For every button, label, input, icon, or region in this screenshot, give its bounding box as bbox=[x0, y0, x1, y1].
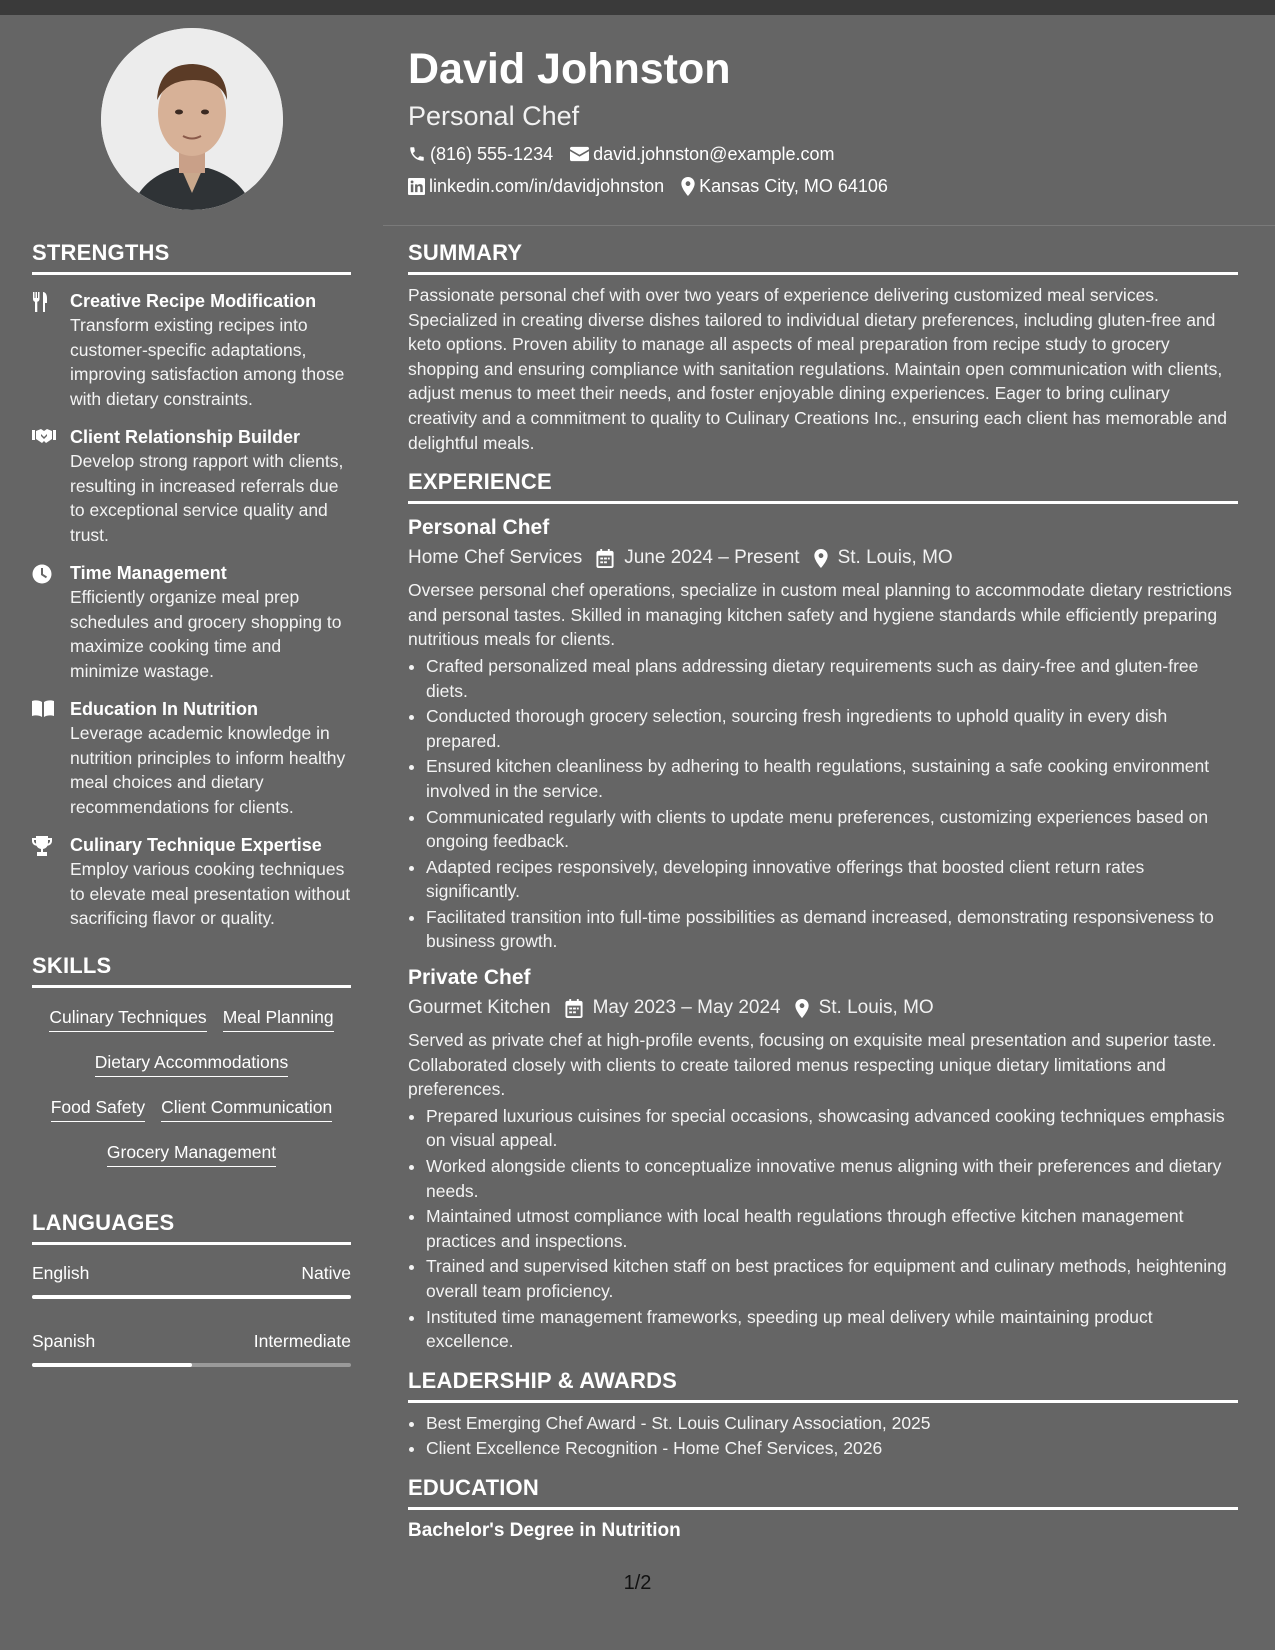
strength-title: Creative Recipe Modification bbox=[70, 291, 317, 311]
linkedin-text: linkedin.com/in/davidjohnston bbox=[429, 175, 665, 196]
job-company: Gourmet Kitchen bbox=[408, 997, 551, 1019]
strength-description: Leverage academic knowledge in nutrition principles to inform healthy meal choices and dietary recommendations for clients. bbox=[70, 723, 346, 817]
strength-description: Transform existing recipes into customer-specific adaptations, improving satisfaction among those with dietary constraints. bbox=[70, 315, 345, 409]
language-item bbox=[32, 1261, 351, 1299]
header-divider bbox=[383, 225, 1275, 226]
skill-tag: Culinary Techniques bbox=[49, 1007, 206, 1032]
job-meta bbox=[408, 544, 1238, 572]
strength-item bbox=[32, 697, 351, 819]
map-pin-icon bbox=[795, 999, 809, 1018]
job-bullet: • Facilitated transition into full-time possibilities as demand increased, demonstrating responsiveness to business growth. bbox=[426, 905, 1238, 954]
job-description: Served as private chef at high-profile events, focusing on exquisite meal presentation and superior taste. Collaborated closely with clients to create tailored menus respecting unique dietary limitations and preferences. bbox=[408, 1030, 1217, 1100]
strength-title: Culinary Technique Expertise bbox=[70, 835, 322, 855]
strength-description: Develop strong rapport with clients, resulting in increased referrals due to exceptional service quality and trust. bbox=[70, 451, 344, 545]
job-dates: May 2023 – May 2024 bbox=[592, 997, 781, 1019]
job-company: Home Chef Services bbox=[408, 547, 583, 569]
skills-heading: SKILLS bbox=[32, 953, 351, 988]
languages-heading: LANGUAGES bbox=[32, 1210, 351, 1245]
job-location: St. Louis, MO bbox=[837, 547, 953, 569]
candidate-name: David Johnston bbox=[408, 45, 731, 93]
phone-icon bbox=[408, 145, 426, 163]
job-meta bbox=[408, 994, 1238, 1022]
strength-item bbox=[32, 425, 351, 547]
strength-title: Client Relationship Builder bbox=[70, 427, 301, 447]
strength-title: Time Management bbox=[70, 563, 227, 583]
candidate-title: Personal Chef bbox=[408, 101, 580, 131]
skill-tag: Meal Planning bbox=[223, 1007, 334, 1032]
job-entry bbox=[408, 964, 1238, 1354]
envelope-icon bbox=[570, 146, 589, 162]
language-proficiency-fill bbox=[32, 1363, 192, 1367]
map-pin-icon bbox=[814, 549, 828, 568]
job-bullet: • Adapted recipes responsively, developing innovative offerings that boosted client return rates significantly. bbox=[426, 855, 1238, 904]
map-pin-icon bbox=[681, 177, 695, 196]
email-text: david.johnston@example.com bbox=[593, 143, 835, 164]
job-title: Personal Chef bbox=[408, 516, 550, 540]
job-entry bbox=[408, 514, 1238, 954]
language-proficiency-fill bbox=[32, 1295, 351, 1299]
skill-tag: Client Communication bbox=[161, 1097, 332, 1122]
job-dates: June 2024 – Present bbox=[624, 547, 800, 569]
language-name: English bbox=[32, 1262, 90, 1283]
calendar-icon bbox=[596, 549, 614, 568]
language-item bbox=[32, 1329, 351, 1367]
experience-heading: EXPERIENCE bbox=[408, 469, 1238, 504]
strength-item bbox=[32, 289, 351, 411]
job-bullet: • Crafted personalized meal plans addressing dietary requirements such as dairy-free and gluten-free diets. bbox=[426, 654, 1238, 703]
job-bullet: • Maintained utmost compliance with local health regulations through effective kitchen management practices and inspections. bbox=[426, 1204, 1238, 1253]
job-bullets bbox=[408, 1104, 1238, 1354]
email-contact[interactable] bbox=[570, 144, 834, 165]
strength-description: Efficiently organize meal prep schedules and grocery shopping to maximize cooking time and minimize wastage. bbox=[70, 587, 342, 681]
awards-list bbox=[408, 1411, 1238, 1461]
page-indicator: 1/2 bbox=[623, 1572, 652, 1594]
summary-heading: SUMMARY bbox=[408, 240, 1238, 275]
handshake-icon bbox=[32, 428, 56, 444]
job-bullets bbox=[408, 654, 1238, 954]
language-level: Intermediate bbox=[253, 1330, 351, 1351]
summary-text: Passionate personal chef with over two years of experience delivering customized meal services. Specialized in creating diverse dishes tailored to individual dietary preferences, including gluten-free and keto options. Proven ability to manage all aspects of meal preparation from recipe study to grocery shopping and ensuring compliance with sanitation regulations. Maintain open communication with clients, adjust menus to meet their needs, and foster enjoyable dining experiences. Eager to bring culinary creativity and a commitment to quality to Culinary Creations Inc., ensuring each client has memorable and delightful meals. bbox=[408, 285, 1228, 453]
degree-title: Bachelor's Degree in Nutrition bbox=[408, 1519, 681, 1541]
book-icon bbox=[32, 700, 54, 717]
linkedin-contact[interactable] bbox=[408, 176, 664, 197]
education-heading: EDUCATION bbox=[408, 1475, 1238, 1510]
job-bullet: • Ensured kitchen cleanliness by adhering to health regulations, sustaining a safe cooking environment involved in the service. bbox=[426, 754, 1238, 803]
job-bullet: • Prepared luxurious cuisines for special occasions, showcasing advanced cooking techniques emphasis on visual appeal. bbox=[426, 1104, 1238, 1153]
job-bullet: • Trained and supervised kitchen staff on best practices for equipment and culinary methods, heightening overall team proficiency. bbox=[426, 1254, 1238, 1303]
skill-tag: Dietary Accommodations bbox=[95, 1052, 289, 1077]
trophy-icon bbox=[32, 836, 52, 856]
left-column bbox=[32, 240, 351, 1367]
utensils-icon bbox=[32, 292, 50, 312]
clock-icon bbox=[32, 564, 52, 584]
job-bullet: • Instituted time management frameworks, speeding up meal delivery while maintaining product excellence. bbox=[426, 1305, 1238, 1354]
linkedin-icon bbox=[408, 178, 425, 195]
strength-description: Employ various cooking techniques to elevate meal presentation without sacrificing flavor or quality. bbox=[70, 859, 351, 928]
language-level: Native bbox=[301, 1262, 351, 1283]
contact-row-2 bbox=[408, 174, 1238, 198]
job-bullet: • Conducted thorough grocery selection, sourcing fresh ingredients to uphold quality in every dish prepared. bbox=[426, 704, 1238, 753]
phone-text: (816) 555-1234 bbox=[430, 143, 554, 164]
location-contact bbox=[681, 176, 888, 197]
resume-header bbox=[408, 40, 1238, 198]
phone-contact[interactable] bbox=[408, 144, 553, 165]
skill-tag: Food Safety bbox=[51, 1097, 145, 1122]
awards-heading: LEADERSHIP & AWARDS bbox=[408, 1368, 1238, 1403]
job-bullet: • Communicated regularly with clients to update menu preferences, customizing experiences based on ongoing feedback. bbox=[426, 805, 1238, 854]
strength-item bbox=[32, 561, 351, 683]
language-proficiency-bar bbox=[32, 1295, 351, 1299]
location-text: Kansas City, MO 64106 bbox=[699, 175, 888, 196]
top-bar bbox=[0, 0, 1275, 15]
strengths-heading: STRENGTHS bbox=[32, 240, 351, 275]
award-item: • Best Emerging Chef Award - St. Louis Culinary Association, 2025 bbox=[426, 1411, 1238, 1436]
job-location: St. Louis, MO bbox=[818, 997, 934, 1019]
job-title: Private Chef bbox=[408, 966, 531, 990]
language-proficiency-bar bbox=[32, 1363, 351, 1367]
strength-item bbox=[32, 833, 351, 931]
strength-title: Education In Nutrition bbox=[70, 699, 258, 719]
profile-photo bbox=[101, 28, 283, 210]
contact-row-1 bbox=[408, 142, 1238, 166]
award-item: • Client Excellence Recognition - Home Chef Services, 2026 bbox=[426, 1436, 1238, 1461]
language-name: Spanish bbox=[32, 1330, 96, 1351]
skills-list bbox=[32, 1000, 351, 1180]
job-bullet: • Worked alongside clients to conceptualize innovative menus aligning with their preferences and dietary needs. bbox=[426, 1154, 1238, 1203]
job-description: Oversee personal chef operations, specialize in custom meal planning to accommodate dietary restrictions and personal tastes. Skilled in managing kitchen safety and hygiene standards while efficiently preparing nutritious meals for clients. bbox=[408, 580, 1232, 650]
right-column bbox=[408, 240, 1238, 1542]
calendar-icon bbox=[565, 999, 583, 1018]
skill-tag: Grocery Management bbox=[107, 1142, 276, 1167]
